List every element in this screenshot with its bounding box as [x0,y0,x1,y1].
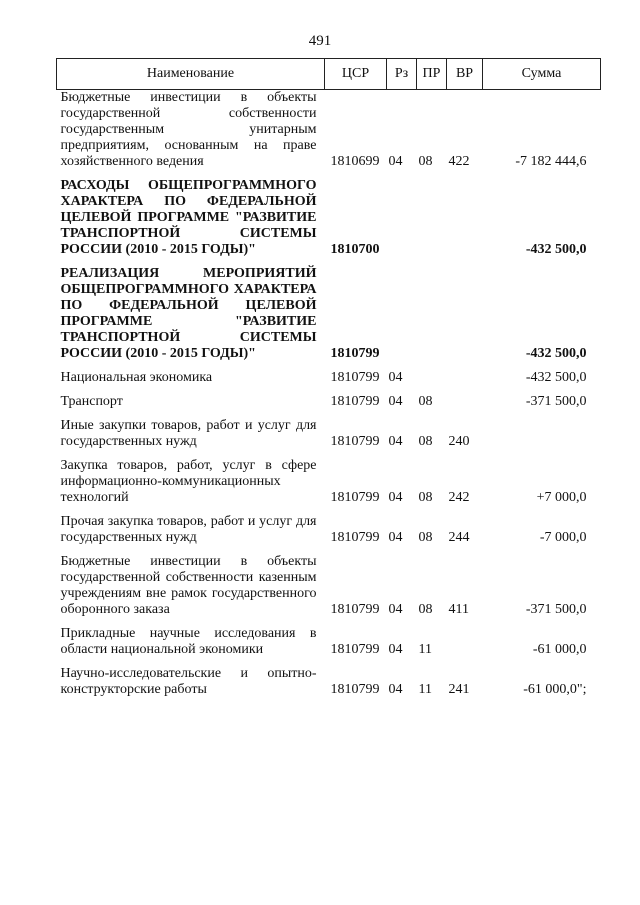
row-name-cell: Бюджетные инвестиции в объекты государственной собственности казенным учреждениям вне рамок государственного оборонного заказа [60,554,317,617]
row-spacer [57,658,601,666]
row-rz-cell: 04 [388,530,403,545]
row-csr-cell: 1810799 [330,682,380,697]
row-sum-cell: -432 500,0 [525,346,587,361]
row-rz-cell [387,178,417,258]
row-spacer-cell [57,618,601,626]
row-name-cell: Национальная экономика [60,370,213,385]
row-rz-cell: 04 [388,154,403,169]
row-spacer [57,386,601,394]
table-row [57,666,601,698]
row-rz-cell: 04 [388,394,403,409]
row-spacer-cell [57,362,601,370]
row-vr-cell: 242 [448,490,470,505]
row-spacer-cell [57,410,601,418]
row-csr-cell: 1810799 [330,530,380,545]
row-csr-cell: 1810799 [330,602,380,617]
header-rz: Рз [387,59,417,90]
row-spacer-cell [57,506,601,514]
row-rz-cell: 04 [388,602,403,617]
header-name: Наименование [57,59,325,90]
row-rz-cell: 04 [388,490,403,505]
header-vr: ВР [447,59,483,90]
row-sum-cell: -371 500,0 [525,394,587,409]
row-pr-cell: 08 [418,530,433,545]
row-pr-cell: 08 [418,602,433,617]
row-name-cell: Научно-исследовательские и опытно-конструкторские работы [60,666,317,697]
table-row [57,266,601,362]
row-spacer-cell [57,450,601,458]
row-csr-cell: 1810699 [330,154,380,169]
row-sum-cell [483,418,601,450]
row-csr-cell: 1810700 [330,242,380,257]
row-vr-cell [447,178,483,258]
row-sum-cell: -432 500,0 [525,370,587,385]
row-pr-cell [417,266,447,362]
row-sum-cell: +7 000,0 [536,490,587,505]
row-vr-cell: 422 [448,154,470,169]
row-pr-cell: 11 [418,682,432,697]
row-spacer [57,618,601,626]
row-sum-cell: -61 000,0 [532,642,587,657]
row-vr-cell [447,370,483,386]
table-row [57,178,601,258]
row-spacer-cell [57,258,601,266]
row-spacer-cell [57,170,601,178]
row-spacer [57,506,601,514]
row-spacer [57,362,601,370]
row-name-cell: Закупка товаров, работ, услуг в сфере информационно-коммуникационных технологий [60,458,317,505]
table-header-row [57,59,601,90]
row-sum-cell: -432 500,0 [525,242,587,257]
row-name-cell: Прикладные научные исследования в области национальной экономики [60,626,317,657]
row-sum-cell: -371 500,0 [525,602,587,617]
row-rz-cell: 04 [388,642,403,657]
row-name-cell: Транспорт [60,394,123,409]
row-csr-cell: 1810799 [330,490,380,505]
row-pr-cell: 08 [418,490,433,505]
row-rz-cell: 04 [388,370,403,385]
row-name-cell: Иные закупки товаров, работ и услуг для государственных нужд [60,418,317,449]
row-csr-cell: 1810799 [330,346,380,361]
row-rz-cell [387,266,417,362]
row-pr-cell: 08 [418,394,433,409]
table-row [57,394,601,410]
row-rz-cell: 04 [388,682,403,697]
row-spacer [57,546,601,554]
row-vr-cell [447,626,483,658]
header-sum: Сумма [483,59,601,90]
row-csr-cell: 1810799 [330,370,380,385]
row-name-cell: Прочая закупка товаров, работ и услуг для государственных нужд [60,514,317,545]
row-name-cell: Бюджетные инвестиции в объекты государственной собственности государственным унитарным предприятиям, основанным на праве хозяйственного ведения [60,90,317,169]
row-pr-cell: 08 [418,154,433,169]
header-csr: ЦСР [325,59,387,90]
row-spacer-cell [57,546,601,554]
table-row [57,458,601,506]
table-row [57,514,601,546]
row-name-cell: РАСХОДЫ ОБЩЕПРОГРАММНОГО ХАРАКТЕРА ПО ФЕДЕРАЛЬНОЙ ЦЕЛЕВОЙ ПРОГРАММЕ "РАЗВИТИЕ ТРАНСПОРТНОЙ СИСТЕМЫ РОССИИ (2010 - 2015 ГОДЫ)" [60,178,317,257]
row-pr-cell [417,178,447,258]
table-row [57,370,601,386]
row-spacer-cell [57,386,601,394]
row-vr-cell: 240 [448,434,470,449]
row-spacer [57,410,601,418]
table-row [57,418,601,450]
row-sum-cell: -7 182 444,6 [515,154,587,169]
row-pr-cell [417,370,447,386]
row-spacer [57,170,601,178]
row-spacer [57,450,601,458]
row-name-cell: РЕАЛИЗАЦИЯ МЕРОПРИЯТИЙ ОБЩЕПРОГРАММНОГО ХАРАКТЕРА ПО ФЕДЕРАЛЬНОЙ ЦЕЛЕВОЙ ПРОГРАММЕ "РАЗВИТИЕ ТРАНСПОРТНОЙ СИСТЕМЫ РОССИИ (2010 - 2015 ГОДЫ)" [60,266,317,361]
table-row [57,90,601,171]
row-sum-cell: -7 000,0 [539,530,587,545]
row-vr-cell: 411 [448,602,469,617]
row-vr-cell [447,394,483,410]
row-csr-cell: 1810799 [330,642,380,657]
row-spacer [57,258,601,266]
row-rz-cell: 04 [388,434,403,449]
row-pr-cell: 11 [418,642,432,657]
page-number: 491 [308,33,332,49]
row-csr-cell: 1810799 [330,434,380,449]
row-sum-cell: -61 000,0"; [523,682,587,697]
row-vr-cell: 244 [448,530,470,545]
row-vr-cell: 241 [448,682,470,697]
table-row [57,554,601,618]
table-row [57,626,601,658]
row-vr-cell [447,266,483,362]
row-spacer-cell [57,658,601,666]
budget-table [56,58,601,698]
header-pr: ПР [417,59,447,90]
row-pr-cell: 08 [418,434,433,449]
row-csr-cell: 1810799 [330,394,380,409]
